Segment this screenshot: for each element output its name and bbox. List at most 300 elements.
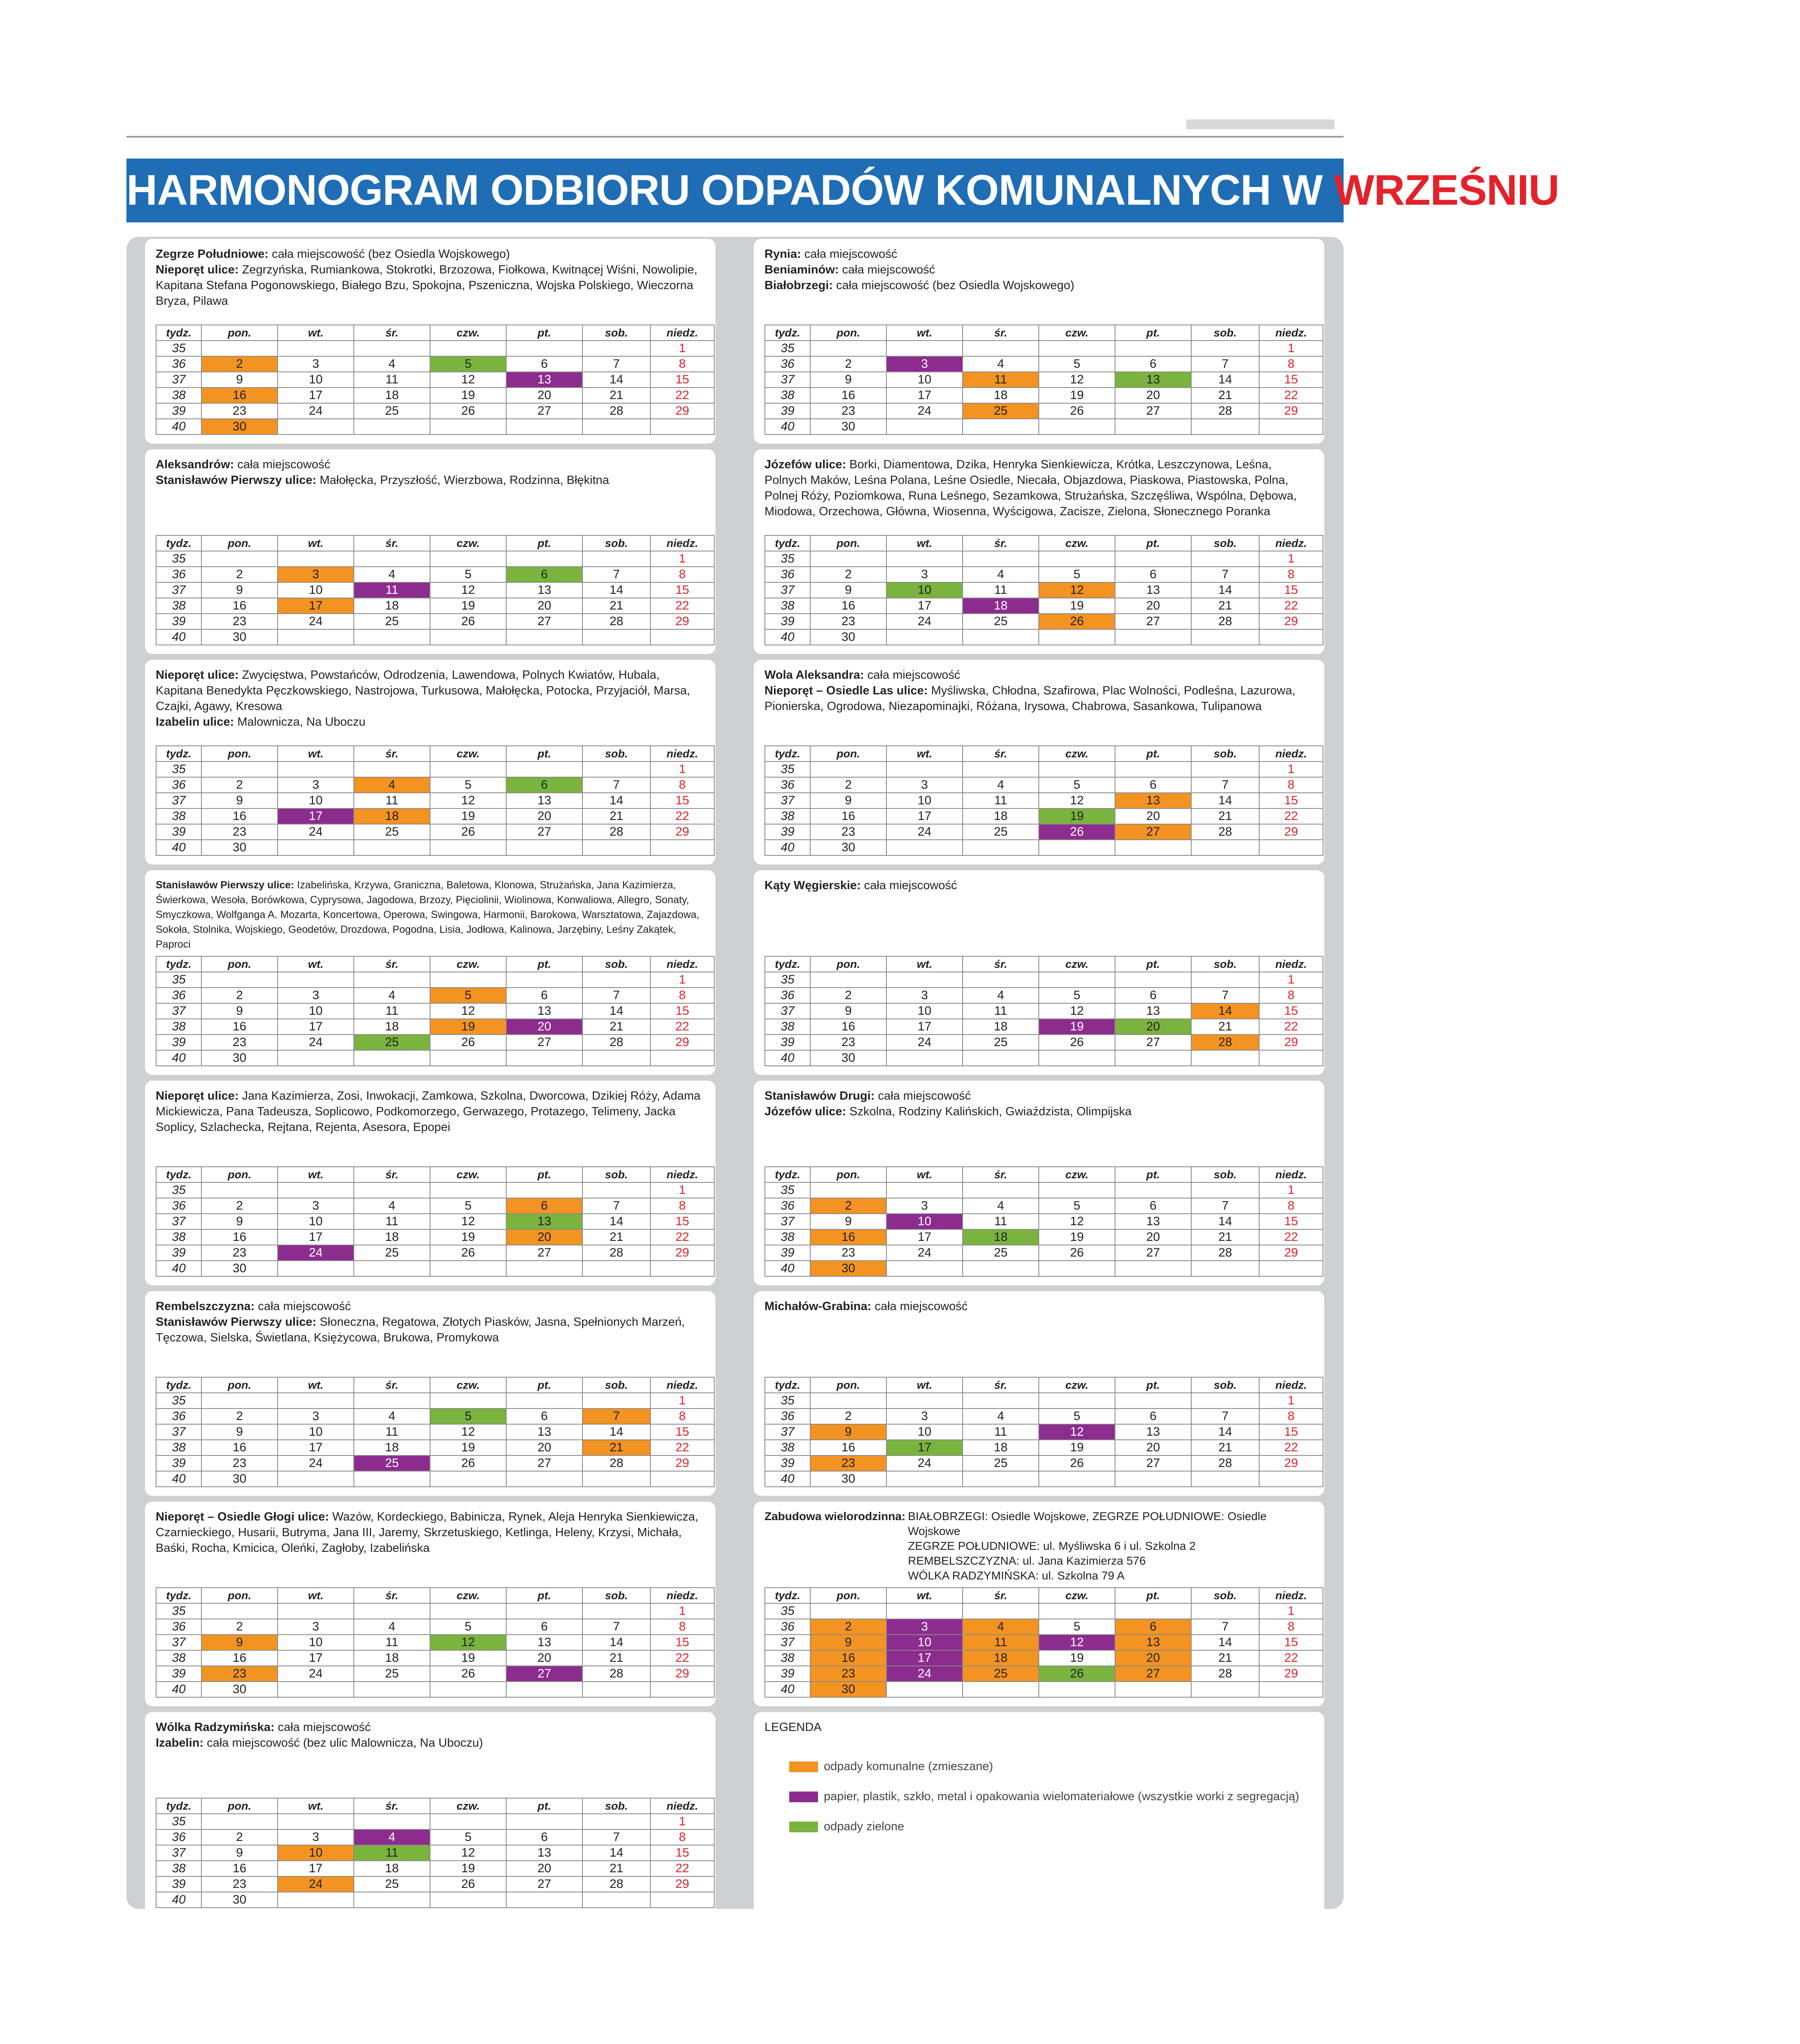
area-paragraph [764, 878, 1312, 893]
week-number: 35 [765, 1182, 810, 1198]
column-header: sob. [1191, 1167, 1259, 1182]
week-number: 36 [765, 1198, 810, 1214]
table-row [156, 762, 714, 777]
week-number: 37 [765, 1635, 810, 1650]
column-header: tydz. [156, 1798, 201, 1814]
day-cell: 27 [1115, 1455, 1191, 1471]
day-cell [886, 1261, 963, 1276]
day-cell: 1 [650, 972, 714, 988]
column-header: sob. [582, 746, 650, 762]
table-row [156, 1682, 714, 1697]
week-number: 40 [156, 1471, 201, 1487]
day-cell: 7 [582, 777, 650, 793]
legend-item [789, 1820, 1312, 1834]
day-cell: 3 [278, 356, 354, 372]
week-number: 36 [156, 1829, 201, 1845]
day-cell: 12 [430, 1845, 506, 1861]
column-header: sob. [582, 1377, 650, 1393]
schedule-table [764, 535, 1323, 645]
area-description [764, 878, 1312, 956]
column-header: pon. [201, 746, 278, 762]
day-cell [354, 1471, 430, 1487]
day-cell: 28 [1191, 614, 1259, 629]
week-number: 39 [156, 1035, 201, 1050]
area-paragraph [156, 714, 703, 730]
column-header: czw. [1039, 325, 1115, 341]
week-number: 39 [156, 1455, 201, 1471]
table-header-row [156, 325, 714, 341]
day-cell: 10 [886, 1635, 963, 1650]
area-streets: Zegrzyńska, Rumiankowa, Stokrotki, Brzozowa, Fiołkowa, Kwitnącej Wiśni, Nowolipie, Kapitana Stefana Pogonowskiego, Białego Bzu, Spokojna, Pszeniczna, Wojska Polskiego, Wieczorna Bryza, Pilawa [156, 263, 698, 308]
day-cell: 28 [582, 1035, 650, 1050]
day-cell [278, 1050, 354, 1066]
day-cell: 4 [354, 777, 430, 793]
day-cell: 11 [354, 1214, 430, 1229]
day-cell: 8 [650, 567, 714, 582]
day-cell: 8 [1259, 988, 1323, 1003]
area-streets: cała miejscowość (bez ulic Malownicza, Na Uboczu) [203, 1736, 483, 1750]
schedule-table [764, 1377, 1323, 1487]
area-streets: cała miejscowość [864, 668, 961, 682]
column-header: śr. [354, 1798, 430, 1814]
day-cell [1039, 762, 1115, 777]
column-header: pt. [1115, 1377, 1191, 1393]
day-cell: 19 [1039, 1440, 1115, 1455]
week-number: 40 [156, 629, 201, 645]
day-cell: 25 [354, 1876, 430, 1892]
day-cell: 28 [1191, 824, 1259, 840]
day-cell: 19 [1039, 598, 1115, 614]
day-cell: 13 [506, 582, 582, 598]
area-label: Rynia: [764, 248, 801, 261]
day-cell [963, 1603, 1039, 1619]
week-number: 36 [765, 1619, 810, 1635]
day-cell: 18 [963, 808, 1039, 824]
schedule-table [156, 535, 715, 645]
day-cell: 23 [810, 403, 886, 419]
day-cell: 25 [354, 403, 430, 419]
table-header-row [765, 1167, 1323, 1182]
day-cell [1115, 419, 1191, 434]
day-cell [506, 1471, 582, 1487]
day-cell: 19 [430, 1019, 506, 1035]
day-cell [1039, 1261, 1115, 1276]
week-number: 37 [765, 793, 810, 808]
day-cell [1191, 341, 1259, 356]
day-cell: 27 [1115, 614, 1191, 629]
day-cell: 12 [1039, 793, 1115, 808]
day-cell: 4 [963, 356, 1039, 372]
day-cell: 6 [506, 1409, 582, 1424]
day-cell: 8 [650, 1198, 714, 1214]
column-header: tydz. [765, 956, 810, 972]
week-number: 38 [765, 388, 810, 403]
day-cell: 27 [1115, 403, 1191, 419]
column-header: wt. [278, 1588, 354, 1603]
day-cell [582, 551, 650, 567]
week-number: 37 [765, 1214, 810, 1229]
day-cell: 5 [430, 1829, 506, 1845]
column-header: pt. [1115, 535, 1191, 551]
day-cell: 30 [810, 1682, 886, 1697]
day-cell: 27 [506, 614, 582, 629]
day-cell [963, 1261, 1039, 1276]
day-cell: 13 [1115, 1635, 1191, 1650]
day-cell: 1 [1259, 1603, 1323, 1619]
day-cell: 28 [1191, 1245, 1259, 1261]
day-cell [278, 551, 354, 567]
day-cell [886, 762, 963, 777]
area-paragraph [156, 457, 703, 472]
day-cell [354, 1261, 430, 1276]
week-number: 37 [156, 1214, 201, 1229]
day-cell: 19 [1039, 1650, 1115, 1666]
area-label: Nieporęt – Osiedle Las ulice: [764, 684, 928, 697]
day-cell: 11 [963, 1214, 1039, 1229]
column-header: tydz. [156, 956, 201, 972]
area-description [156, 878, 703, 956]
day-cell [278, 629, 354, 645]
day-cell: 12 [1039, 1214, 1115, 1229]
day-cell: 20 [506, 1229, 582, 1245]
table-header-row [765, 535, 1323, 551]
day-cell: 4 [963, 1409, 1039, 1424]
area-label: Nieporęt ulice: [156, 668, 239, 682]
day-cell: 18 [354, 808, 430, 824]
day-cell: 1 [1259, 1393, 1323, 1409]
table-row [156, 372, 714, 388]
day-cell: 24 [886, 1455, 963, 1471]
day-cell: 8 [1259, 1619, 1323, 1635]
area-streets: cała miejscowość [234, 458, 330, 471]
day-cell: 24 [278, 824, 354, 840]
day-cell: 6 [1115, 988, 1191, 1003]
area-label: Beniaminów: [764, 263, 839, 276]
day-cell: 26 [1039, 1245, 1115, 1261]
day-cell: 3 [886, 1619, 963, 1635]
day-cell: 8 [1259, 1409, 1323, 1424]
day-cell [278, 1814, 354, 1829]
day-cell [810, 1393, 886, 1409]
day-cell [201, 1393, 278, 1409]
day-cell: 2 [201, 356, 278, 372]
day-cell: 13 [1115, 582, 1191, 598]
day-cell: 5 [430, 777, 506, 793]
day-cell: 13 [506, 793, 582, 808]
day-cell [201, 762, 278, 777]
day-cell: 22 [650, 1440, 714, 1455]
week-number: 39 [156, 1245, 201, 1261]
day-cell [430, 1892, 506, 1908]
day-cell: 9 [201, 1635, 278, 1650]
day-cell: 16 [201, 1650, 278, 1666]
week-number: 38 [765, 598, 810, 614]
column-header: czw. [430, 956, 506, 972]
column-header: pon. [810, 535, 886, 551]
day-cell: 30 [810, 1261, 886, 1276]
day-cell [1039, 1471, 1115, 1487]
day-cell [650, 840, 714, 855]
area-label: Nieporęt – Osiedle Głogi ulice: [156, 1510, 329, 1523]
day-cell: 4 [963, 777, 1039, 793]
day-cell: 26 [1039, 1455, 1115, 1471]
day-cell [963, 840, 1039, 855]
day-cell [201, 1814, 278, 1829]
day-cell: 16 [810, 1650, 886, 1666]
area-streets: Małołęcka, Przyszłość, Wierzbowa, Rodzinna, Błękitna [316, 474, 609, 487]
day-cell: 30 [810, 629, 886, 645]
day-cell: 21 [582, 1650, 650, 1666]
column-header: sob. [582, 1588, 650, 1603]
area-label: Józefów ulice: [764, 458, 846, 471]
area-paragraph [156, 1088, 703, 1135]
table-row [156, 1845, 714, 1861]
column-header: śr. [354, 1167, 430, 1182]
day-cell [1191, 1471, 1259, 1487]
day-cell [1115, 840, 1191, 855]
column-header: wt. [278, 535, 354, 551]
title-month: WRZEŚNIU [1334, 166, 1559, 214]
day-cell: 10 [278, 1424, 354, 1440]
day-cell: 4 [354, 1619, 430, 1635]
day-cell [886, 341, 963, 356]
day-cell [354, 419, 430, 434]
day-cell: 25 [963, 824, 1039, 840]
day-cell [506, 972, 582, 988]
day-cell: 26 [430, 1455, 506, 1471]
area-description [764, 246, 1312, 325]
table-row [765, 1635, 1323, 1650]
day-cell: 6 [1115, 777, 1191, 793]
schedule-table [156, 1377, 715, 1487]
week-number: 38 [765, 1019, 810, 1035]
day-cell: 19 [430, 598, 506, 614]
day-cell [582, 341, 650, 356]
area-line: BIAŁOBRZEGI: Osiedle Wojskowe, ZEGRZE POŁUDNIOWE: Osiedle Wojskowe [908, 1510, 1267, 1537]
day-cell: 28 [582, 1876, 650, 1892]
day-cell: 22 [1259, 388, 1323, 403]
day-cell [1039, 840, 1115, 855]
day-cell: 19 [1039, 808, 1115, 824]
area-streets: Izabelińska, Krzywa, Graniczna, Baletowa, Klonowa, Strużańska, Jana Kazimierza, Świerkowa, Wesoła, Borówkowa, Cyprysowa, Jagodowa, Brzozy, Pięciolinii, Wiolinowa, Konwaliowa, Allegro, Sonaty, Smyczkowa, Wolfganga A. Mozarta, Koncertowa, Operowa, Swingowa, Harmonii, Barokowa, Warsztatowa, Zajazdowa, Sokoła, Stolnika, Wojskiego, Geodetów, Drozdowa, Pogodna, Lisia, Jodłowa, Kalinowa, Jarzębiny, Leśny Zakątek, Paproci [156, 879, 700, 950]
day-cell: 5 [430, 1409, 506, 1424]
table-row [156, 582, 714, 598]
day-cell: 1 [650, 762, 714, 777]
day-cell: 14 [582, 1424, 650, 1440]
table-row [765, 1261, 1323, 1276]
table-header-row [765, 1588, 1323, 1603]
table-row [765, 419, 1323, 434]
week-number: 38 [156, 1019, 201, 1035]
day-cell [1191, 1182, 1259, 1198]
day-cell [1191, 972, 1259, 988]
day-cell [430, 1182, 506, 1198]
day-cell [582, 762, 650, 777]
legend-item [789, 1790, 1312, 1803]
day-cell [1191, 1261, 1259, 1276]
week-number: 40 [765, 419, 810, 434]
day-cell: 29 [1259, 1666, 1323, 1682]
day-cell: 12 [1039, 372, 1115, 388]
schedule-card [145, 1502, 715, 1706]
area-label: Zabudowa wielorodzinna: [764, 1510, 906, 1523]
table-row [765, 598, 1323, 614]
day-cell [886, 840, 963, 855]
day-cell [201, 1603, 278, 1619]
area-paragraph [156, 667, 703, 714]
day-cell: 2 [201, 567, 278, 582]
day-cell: 24 [278, 403, 354, 419]
day-cell: 3 [278, 567, 354, 582]
day-cell: 26 [430, 1666, 506, 1682]
day-cell: 9 [201, 582, 278, 598]
day-cell: 21 [1191, 388, 1259, 403]
schedule-card [754, 449, 1324, 654]
day-cell: 7 [1191, 567, 1259, 582]
day-cell: 10 [278, 372, 354, 388]
day-cell: 15 [650, 793, 714, 808]
day-cell: 14 [582, 1845, 650, 1861]
day-cell [582, 1814, 650, 1829]
day-cell: 11 [354, 1635, 430, 1650]
column-header: tydz. [156, 1588, 201, 1603]
area-description [764, 1299, 1312, 1377]
legend-text: odpady zielone [824, 1820, 905, 1833]
week-number: 40 [156, 1682, 201, 1697]
day-cell: 6 [506, 1619, 582, 1635]
day-cell: 18 [354, 1861, 430, 1876]
day-cell: 15 [1259, 582, 1323, 598]
day-cell: 17 [278, 1650, 354, 1666]
day-cell: 13 [1115, 793, 1191, 808]
day-cell: 16 [810, 388, 886, 403]
table-row [765, 1393, 1323, 1409]
day-cell: 2 [810, 777, 886, 793]
column-header: tydz. [156, 325, 201, 341]
day-cell: 7 [1191, 356, 1259, 372]
column-header: pt. [1115, 746, 1191, 762]
table-row [765, 629, 1323, 645]
day-cell: 11 [354, 793, 430, 808]
day-cell: 2 [810, 988, 886, 1003]
day-cell: 2 [810, 567, 886, 582]
day-cell: 16 [810, 598, 886, 614]
column-header: sob. [582, 325, 650, 341]
column-header: pon. [201, 1588, 278, 1603]
week-number: 38 [765, 808, 810, 824]
day-cell: 1 [1259, 762, 1323, 777]
day-cell: 24 [886, 1035, 963, 1050]
day-cell [963, 1182, 1039, 1198]
day-cell: 5 [430, 1198, 506, 1214]
column-header: czw. [1039, 1588, 1115, 1603]
table-row [156, 629, 714, 645]
day-cell: 3 [886, 1198, 963, 1214]
day-cell: 8 [650, 356, 714, 372]
day-cell: 30 [201, 840, 278, 855]
day-cell [1115, 341, 1191, 356]
table-row [765, 1050, 1323, 1066]
day-cell: 16 [201, 1861, 278, 1876]
area-streets: cała miejscowość (bez Osiedla Wojskowego) [832, 279, 1075, 292]
day-cell [201, 341, 278, 356]
week-number: 38 [156, 598, 201, 614]
week-number: 38 [156, 808, 201, 824]
day-cell: 4 [354, 1829, 430, 1845]
table-row [156, 403, 714, 419]
week-number: 39 [765, 614, 810, 629]
day-cell: 30 [201, 1471, 278, 1487]
day-cell [582, 1603, 650, 1619]
day-cell: 23 [810, 1035, 886, 1050]
table-row [156, 1892, 714, 1908]
day-cell: 14 [582, 1003, 650, 1019]
day-cell: 27 [506, 1876, 582, 1892]
day-cell [886, 1471, 963, 1487]
day-cell: 1 [1259, 551, 1323, 567]
area-description [156, 1719, 703, 1798]
area-streets: cała miejscowość (bez Osiedla Wojskowego) [268, 248, 510, 261]
legend-swatch [789, 1822, 818, 1832]
day-cell: 3 [886, 356, 963, 372]
area-label: Michałów-Grabina: [764, 1300, 872, 1313]
day-cell: 27 [506, 1245, 582, 1261]
day-cell [886, 1050, 963, 1066]
day-cell: 3 [278, 1829, 354, 1845]
column-header: śr. [354, 746, 430, 762]
day-cell: 25 [963, 1666, 1039, 1682]
top-rule [126, 136, 1344, 138]
day-cell: 20 [1115, 388, 1191, 403]
day-cell: 5 [1039, 1409, 1115, 1424]
day-cell: 6 [1115, 1409, 1191, 1424]
day-cell: 2 [201, 1619, 278, 1635]
day-cell: 24 [886, 614, 963, 629]
table-header-row [156, 746, 714, 762]
column-header: pt. [506, 1798, 582, 1814]
day-cell [810, 341, 886, 356]
day-cell [963, 1050, 1039, 1066]
day-cell: 20 [506, 1440, 582, 1455]
right-column [754, 239, 1324, 1917]
area-paragraph [764, 1104, 1312, 1119]
table-row [156, 1471, 714, 1487]
column-header: śr. [963, 1167, 1039, 1182]
schedule-card [754, 1502, 1324, 1706]
day-cell: 29 [1259, 1035, 1323, 1050]
day-cell: 29 [1259, 824, 1323, 840]
day-cell [1039, 1682, 1115, 1697]
table-row [156, 1603, 714, 1619]
day-cell [1039, 629, 1115, 645]
day-cell [1259, 840, 1323, 855]
day-cell: 13 [1115, 1424, 1191, 1440]
day-cell: 3 [886, 777, 963, 793]
column-header: pon. [201, 1798, 278, 1814]
day-cell: 12 [430, 1214, 506, 1229]
day-cell: 15 [650, 1635, 714, 1650]
day-cell: 4 [963, 1198, 1039, 1214]
column-header: czw. [1039, 1377, 1115, 1393]
day-cell: 6 [1115, 356, 1191, 372]
day-cell: 29 [1259, 1455, 1323, 1471]
day-cell: 26 [430, 1035, 506, 1050]
column-header: tydz. [765, 325, 810, 341]
column-header: czw. [430, 1798, 506, 1814]
table-row [156, 356, 714, 372]
column-header: niedz. [1259, 535, 1323, 551]
day-cell: 9 [810, 793, 886, 808]
